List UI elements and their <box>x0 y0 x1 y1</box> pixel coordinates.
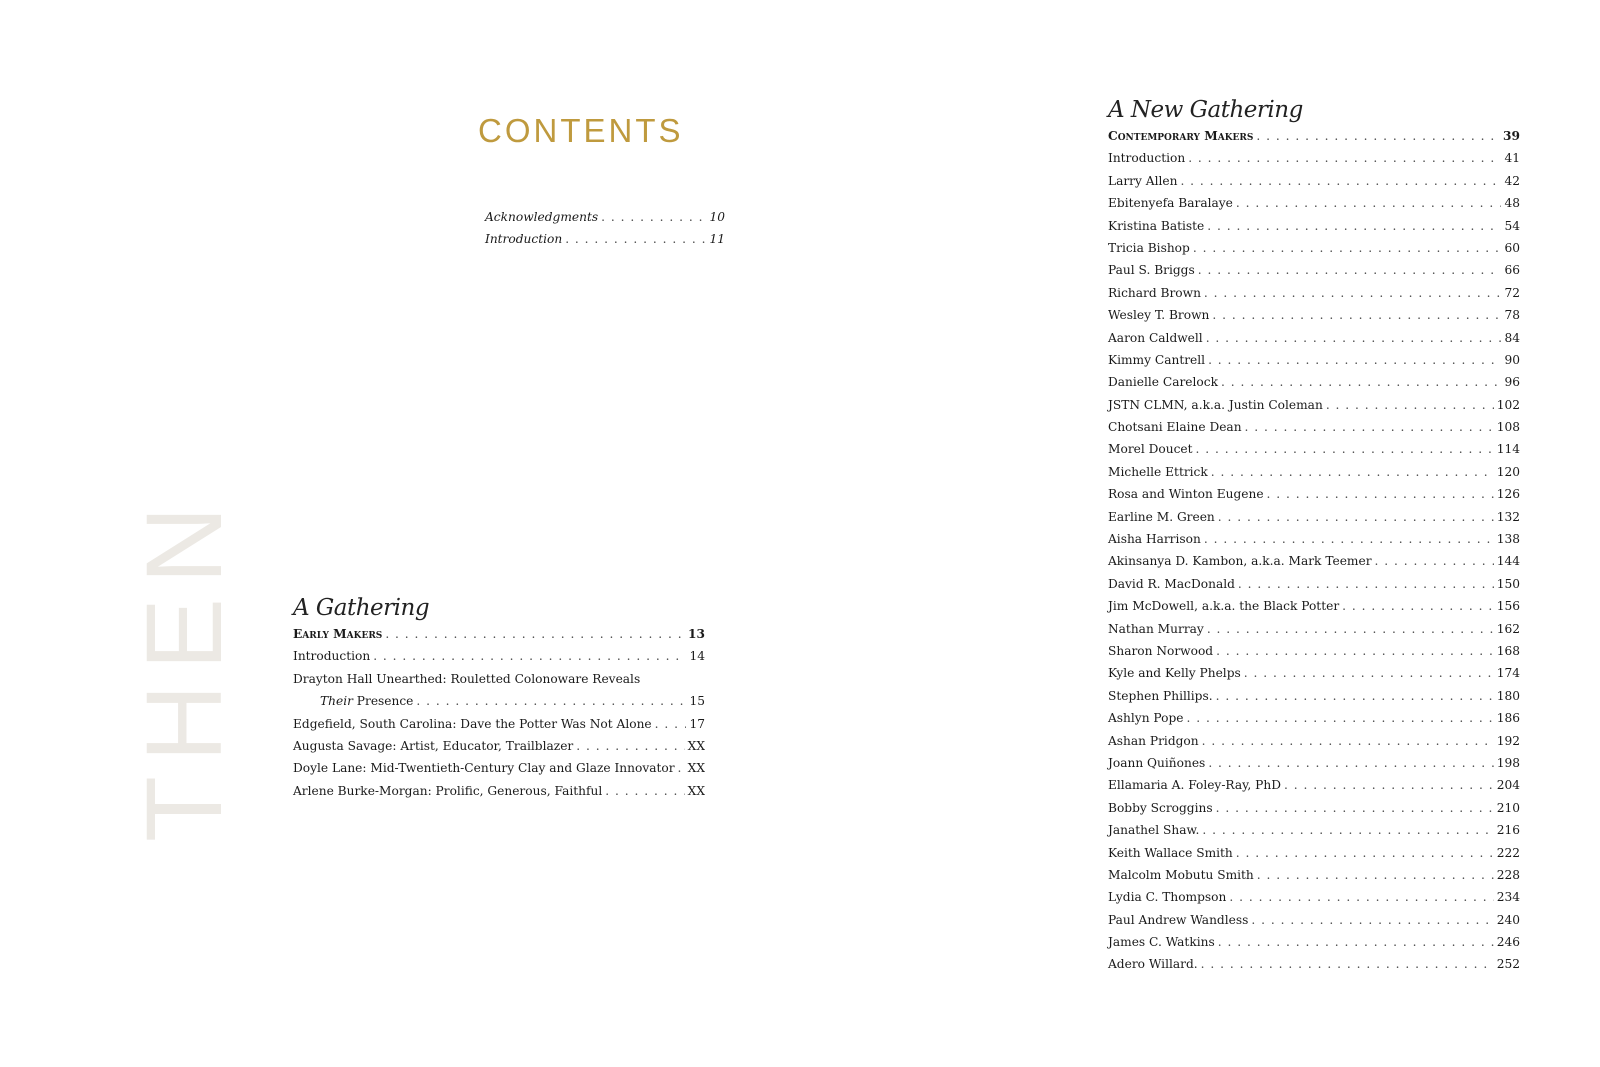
toc-entry-title: Joann Quiñones <box>1108 755 1206 770</box>
toc-entry[interactable] <box>293 672 705 694</box>
toc-entry-page: 102 <box>1496 397 1520 412</box>
toc-entry-page: 210 <box>1496 800 1520 815</box>
toc-entry[interactable] <box>293 627 705 649</box>
toc-entry-page: 114 <box>1496 442 1520 457</box>
then-section <box>293 595 705 806</box>
dot-leader <box>605 784 684 798</box>
toc-entry-title: Wesley T. Brown <box>1108 308 1210 323</box>
dot-leader <box>1188 151 1501 165</box>
toc-entry-title: Morel Doucet <box>1108 442 1193 457</box>
toc-entry-page: 168 <box>1496 643 1520 658</box>
dot-leader <box>1245 420 1494 434</box>
toc-entry-title: Doyle Lane: Mid-Twentieth-Century Clay and Glaze Innovator <box>293 761 675 776</box>
toc-entry-title: Ashlyn Pope <box>1108 711 1184 726</box>
toc-entry-page: 228 <box>1496 867 1520 882</box>
dot-leader <box>1326 398 1494 412</box>
toc-entry-page: 48 <box>1504 196 1520 211</box>
dot-leader <box>1180 174 1501 188</box>
toc-entry-title: Contemporary Makers <box>1108 129 1254 143</box>
toc-entry[interactable] <box>1108 398 1520 420</box>
toc-entry-page: 72 <box>1504 285 1520 300</box>
toc-entry[interactable] <box>1108 420 1520 442</box>
contents-title: CONTENTS <box>478 112 684 149</box>
toc-entry[interactable] <box>1108 756 1520 778</box>
toc-entry[interactable] <box>1108 890 1520 912</box>
toc-entry[interactable] <box>1108 935 1520 957</box>
toc-entry-page: 17 <box>689 716 705 731</box>
toc-entry-page: 198 <box>1496 755 1520 770</box>
dot-leader <box>1229 890 1493 904</box>
toc-entry-title: Tricia Bishop <box>1108 240 1190 255</box>
toc-entry-page: 120 <box>1496 464 1520 479</box>
toc-entry-title: Rosa and Winton Eugene <box>1108 487 1264 502</box>
toc-entry-page: 252 <box>1496 957 1520 972</box>
toc-entry-page: 41 <box>1504 151 1520 166</box>
toc-entry-page: 216 <box>1496 823 1520 838</box>
toc-entry[interactable] <box>1108 308 1520 330</box>
front-matter-list <box>485 210 725 255</box>
toc-entry[interactable] <box>1108 465 1520 487</box>
dot-leader <box>1236 196 1502 210</box>
toc-entry-page: 66 <box>1504 263 1520 278</box>
toc-entry-title: Augusta Savage: Artist, Educator, Trailblazer <box>293 738 574 753</box>
toc-entry-title: Introduction <box>293 649 371 664</box>
toc-entry-page: 144 <box>1496 554 1520 569</box>
toc-entry-page: XX <box>687 783 705 798</box>
dot-leader <box>1208 756 1493 770</box>
dot-leader <box>1238 577 1494 591</box>
toc-entry[interactable] <box>1108 442 1520 464</box>
toc-entry[interactable] <box>1108 734 1520 756</box>
now-section <box>1108 97 1520 980</box>
dot-leader <box>1257 868 1494 882</box>
toc-entry-title: James C. Watkins <box>1108 935 1215 950</box>
toc-entry-title: Aisha Harrison <box>1108 532 1201 547</box>
toc-entry-page: 15 <box>689 694 705 709</box>
toc-entry-title: Malcolm Mobutu Smith <box>1108 867 1254 882</box>
toc-entry-page: 60 <box>1504 240 1520 255</box>
dot-leader <box>1196 442 1494 456</box>
toc-entry-title-rest: Presence <box>352 694 414 709</box>
dot-leader <box>678 761 685 775</box>
dot-leader <box>1204 532 1494 546</box>
toc-entry-title: Danielle Carelock <box>1108 375 1218 390</box>
toc-entry[interactable] <box>1108 375 1520 397</box>
toc-entry-title: Larry Allen <box>1108 173 1178 188</box>
dot-leader <box>601 210 706 224</box>
toc-entry-title: Aaron Caldwell <box>1108 330 1203 345</box>
toc-entry-page: 186 <box>1496 711 1520 726</box>
toc-entry-page: 42 <box>1504 173 1520 188</box>
toc-entry[interactable] <box>1108 510 1520 532</box>
toc-entry[interactable] <box>1108 219 1520 241</box>
toc-entry-page: 204 <box>1496 778 1520 793</box>
dot-leader <box>1208 353 1501 367</box>
toc-entry[interactable] <box>1108 241 1520 263</box>
toc-entry-page: 84 <box>1504 330 1520 345</box>
toc-entry-page: 192 <box>1496 733 1520 748</box>
dot-leader <box>1212 308 1501 322</box>
toc-entry-title: Ashan Pridgon <box>1108 733 1199 748</box>
toc-entry[interactable] <box>1108 577 1520 599</box>
toc-entry-page: XX <box>687 761 705 776</box>
section-heading: A New Gathering <box>1108 97 1303 123</box>
dot-leader <box>1202 823 1493 837</box>
toc-entry[interactable] <box>1108 151 1520 173</box>
toc-entry[interactable] <box>1108 331 1520 353</box>
toc-entry[interactable] <box>1108 666 1520 688</box>
toc-entry-title: Kristina Batiste <box>1108 218 1205 233</box>
toc-entry-page: 132 <box>1496 509 1520 524</box>
toc-entry-title: David R. MacDonald <box>1108 576 1235 591</box>
toc-entry-title: Lydia C. Thompson <box>1108 890 1227 905</box>
toc-entry-title: JSTN CLMN, a.k.a. Justin Coleman <box>1108 397 1323 412</box>
toc-entry[interactable] <box>1108 689 1520 711</box>
toc-entry-page: 222 <box>1496 845 1520 860</box>
toc-entry-acknowledgments[interactable] <box>485 210 725 232</box>
toc-entry-page: 162 <box>1496 621 1520 636</box>
toc-entry-page: 126 <box>1496 487 1520 502</box>
toc-entry-title: Arlene Burke-Morgan: Prolific, Generous, Faithful <box>293 783 603 798</box>
toc-entry-title: Nathan Murray <box>1108 621 1204 636</box>
dot-leader <box>1256 129 1500 143</box>
section-heading: A Gathering <box>293 595 430 621</box>
toc-entry-title: Adero Willard. <box>1108 957 1198 972</box>
dot-leader <box>1202 734 1494 748</box>
dot-leader <box>1207 219 1501 233</box>
dot-leader <box>1186 711 1493 725</box>
toc-entry-title: Chotsani Elaine Dean <box>1108 420 1242 435</box>
toc-entry[interactable] <box>293 739 705 761</box>
toc-entry[interactable] <box>293 649 705 671</box>
toc-entry-title: Janathel Shaw. <box>1108 823 1200 838</box>
toc-entry[interactable] <box>1108 286 1520 308</box>
toc-entry[interactable] <box>1108 823 1520 845</box>
toc-entry-title: Michelle Ettrick <box>1108 464 1208 479</box>
toc-entry-page: 180 <box>1496 688 1520 703</box>
toc-entry[interactable] <box>1108 868 1520 890</box>
dot-leader <box>1201 957 1494 971</box>
toc-entry[interactable] <box>1108 487 1520 509</box>
toc-entry-title: Bobby Scroggins <box>1108 800 1213 815</box>
dot-leader <box>1211 465 1494 479</box>
toc-entry-page: XX <box>687 738 705 753</box>
toc-entry-title: Stephen Phillips. <box>1108 688 1213 703</box>
toc-entry[interactable] <box>1108 622 1520 644</box>
toc-entry-title: Ellamaria A. Foley-Ray, PhD <box>1108 778 1281 793</box>
toc-entry-page: 108 <box>1496 420 1520 435</box>
toc-entry-title-emphasis: Their <box>320 694 353 709</box>
toc-entry-page: 234 <box>1496 890 1520 905</box>
toc-entry-title: Edgefield, South Carolina: Dave the Potter Was Not Alone <box>293 716 652 731</box>
toc-entry-title: Introduction <box>485 232 563 247</box>
toc-entry-page: 138 <box>1496 532 1520 547</box>
dot-leader <box>1342 599 1494 613</box>
toc-entry[interactable] <box>1108 711 1520 733</box>
toc-entry[interactable] <box>293 761 705 783</box>
toc-entry-title: Akinsanya D. Kambon, a.k.a. Mark Teemer <box>1108 554 1372 569</box>
dot-leader <box>1216 689 1494 703</box>
dot-leader <box>1251 913 1493 927</box>
toc-entry-title: Early Makers <box>293 627 383 641</box>
toc-entry-title: Jim McDowell, a.k.a. the Black Potter <box>1108 599 1340 614</box>
toc-entry-page: 78 <box>1504 308 1520 323</box>
dot-leader <box>655 717 687 731</box>
toc-entry-title: Acknowledgments <box>485 210 599 224</box>
toc-entry-title: Keith Wallace Smith <box>1108 845 1233 860</box>
toc-entry-page: 11 <box>709 232 725 247</box>
toc-entry-page: 13 <box>688 627 705 641</box>
toc-entry-page: 90 <box>1504 352 1520 367</box>
dot-leader <box>1218 935 1494 949</box>
dot-leader <box>385 627 685 641</box>
toc-entry[interactable] <box>1108 778 1520 800</box>
dot-leader <box>1198 263 1502 277</box>
dot-leader <box>1193 241 1502 255</box>
toc-entry-title: Paul S. Briggs <box>1108 263 1195 278</box>
toc-entry-title: Paul Andrew Wandless <box>1108 912 1249 927</box>
toc-entry-title: Kyle and Kelly Phelps <box>1108 666 1241 681</box>
now-toc-list <box>1108 129 1520 980</box>
dot-leader <box>1244 666 1494 680</box>
dot-leader <box>1236 846 1494 860</box>
toc-entry-title <box>293 694 413 708</box>
then-toc-list <box>293 627 705 806</box>
toc-entry[interactable] <box>293 784 705 806</box>
toc-entry[interactable] <box>1108 174 1520 196</box>
toc-entry-continuation[interactable] <box>293 694 705 716</box>
toc-entry-title: Sharon Norwood <box>1108 643 1214 658</box>
toc-entry-page: 240 <box>1496 912 1520 927</box>
toc-entry-page: 96 <box>1504 375 1520 390</box>
toc-entry[interactable] <box>1108 129 1520 151</box>
toc-entry-title: Earline M. Green <box>1108 509 1215 524</box>
toc-entry[interactable] <box>1108 644 1520 666</box>
toc-entry-page: 39 <box>1503 129 1520 143</box>
toc-entry[interactable] <box>1108 801 1520 823</box>
toc-entry[interactable] <box>1108 554 1520 576</box>
toc-entry[interactable] <box>1108 263 1520 285</box>
dot-leader <box>1221 375 1502 389</box>
toc-entry-title: Richard Brown <box>1108 285 1201 300</box>
dot-leader <box>1216 644 1494 658</box>
toc-entry[interactable] <box>1108 196 1520 218</box>
toc-entry-title: Ebitenyefa Baralaye <box>1108 196 1233 211</box>
toc-entry-page: 10 <box>709 210 725 224</box>
toc-entry-page: 156 <box>1496 599 1520 614</box>
toc-entry[interactable] <box>1108 532 1520 554</box>
dot-leader <box>1267 487 1494 501</box>
toc-entry-title: Introduction <box>1108 151 1186 166</box>
toc-entry[interactable] <box>1108 599 1520 621</box>
dot-leader <box>1216 801 1494 815</box>
dot-leader <box>1207 622 1494 636</box>
toc-entry-page: 174 <box>1496 666 1520 681</box>
toc-entry[interactable] <box>1108 913 1520 935</box>
dot-leader <box>1218 510 1494 524</box>
toc-entry[interactable] <box>293 717 705 739</box>
toc-entry-page: 150 <box>1496 576 1520 591</box>
toc-entry-page: 54 <box>1504 218 1520 233</box>
dot-leader <box>1375 554 1494 568</box>
dot-leader <box>1284 778 1494 792</box>
toc-entry[interactable] <box>1108 957 1520 979</box>
dot-leader <box>576 739 684 753</box>
toc-entry[interactable] <box>1108 846 1520 868</box>
toc-entry-title: Drayton Hall Unearthed: Rouletted Colonoware Reveals <box>293 671 641 686</box>
dot-leader <box>1206 331 1502 345</box>
toc-entry-introduction[interactable] <box>485 232 725 254</box>
toc-entry-page: 14 <box>689 649 705 664</box>
dot-leader <box>373 649 686 663</box>
dot-leader <box>565 232 706 246</box>
toc-entry[interactable] <box>1108 353 1520 375</box>
dot-leader <box>416 694 686 708</box>
toc-entry-page: 246 <box>1496 935 1520 950</box>
then-vertical-title: THEN <box>123 492 244 842</box>
dot-leader <box>1204 286 1502 300</box>
toc-entry-title: Kimmy Cantrell <box>1108 352 1206 367</box>
